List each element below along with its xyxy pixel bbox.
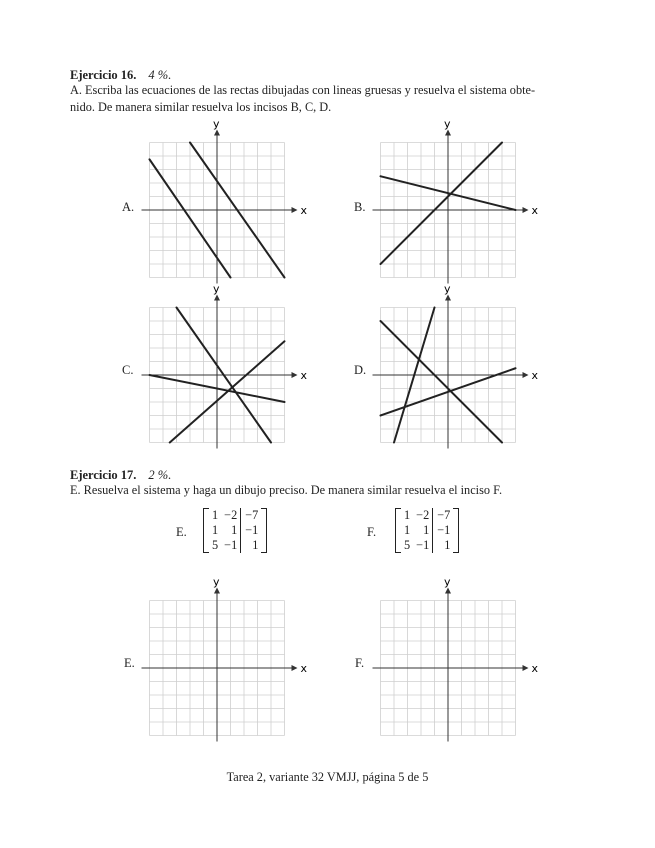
matrix-label-e: E.	[176, 525, 187, 539]
plotted-line	[381, 143, 503, 265]
panel-label-a: A.	[122, 200, 135, 214]
y-axis-label: y	[213, 117, 220, 131]
matrix-e-cell: −1	[224, 538, 238, 552]
matrix-f-cell: 1	[433, 538, 454, 553]
graph-b	[371, 117, 539, 285]
matrix-f-cell: 1	[404, 523, 411, 537]
augmented-matrix-f	[395, 508, 459, 553]
exercise-16-title: Ejercicio 16.	[70, 68, 137, 82]
x-axis-label: x	[300, 369, 308, 382]
exercise-16-weight: 4 %.	[148, 68, 172, 82]
matrix-f-cell: −7	[433, 508, 454, 523]
x-axis-arrow-icon	[523, 372, 529, 378]
x-axis-arrow-icon	[523, 207, 529, 213]
matrix-e-cell: 5	[212, 538, 219, 552]
panel-label-f: F.	[355, 656, 365, 670]
matrix-e-cell: 1	[212, 508, 219, 522]
matrix-e-cell: 1	[212, 523, 219, 537]
y-axis-label: y	[444, 117, 451, 131]
x-axis-arrow-icon	[292, 372, 298, 378]
panel-label-b: B.	[354, 200, 366, 214]
y-axis-label: y	[213, 282, 220, 296]
x-axis-arrow-icon	[292, 207, 298, 213]
y-axis-label: y	[213, 575, 220, 589]
matrix-e-cell: −7	[241, 508, 262, 523]
page-footer: Tarea 2, variante 32 VMJJ, página 5 de 5	[226, 770, 429, 784]
panel-label-e: E.	[124, 656, 135, 670]
matrix-f-cell: −1	[416, 538, 430, 552]
matrix-e-cell: 1	[231, 523, 238, 537]
augmented-matrix-e	[203, 508, 267, 553]
matrix-e-cell: 1	[241, 538, 262, 553]
x-axis-arrow-icon	[523, 665, 529, 671]
exercise-17-text: E. Resuelva el sistema y haga un dibujo preciso. De manera similar resuelva el inciso F.	[70, 483, 503, 497]
graph-a	[140, 117, 308, 285]
graph-e	[140, 575, 308, 743]
graph-d	[371, 282, 539, 450]
matrix-f-cell: −1	[433, 523, 454, 538]
x-axis-label: x	[300, 662, 308, 675]
y-axis-label: y	[444, 575, 451, 589]
exercise-17-title: Ejercicio 17.	[70, 468, 137, 482]
matrix-f-cell: 1	[423, 523, 430, 537]
graph-c	[140, 282, 308, 450]
x-axis-arrow-icon	[292, 665, 298, 671]
matrix-e-cell: −2	[224, 508, 238, 522]
exercise-16-text	[70, 82, 590, 116]
plotted-line	[170, 341, 285, 442]
matrix-f-cell: 5	[404, 538, 411, 552]
graph-f	[371, 575, 539, 743]
x-axis-label: x	[531, 204, 539, 217]
matrix-e-cell: −1	[241, 523, 262, 538]
matrix-f-cell: 1	[404, 508, 411, 522]
y-axis-label: y	[444, 282, 451, 296]
exercise-17-weight: 2 %.	[148, 468, 172, 482]
matrix-label-f: F.	[367, 525, 377, 539]
matrix-f-cell: −2	[416, 508, 430, 522]
x-axis-label: x	[531, 369, 539, 382]
exercise-16-line-2: nido. De manera similar resuelva los incisos B, C, D.	[70, 100, 332, 114]
x-axis-label: x	[300, 204, 308, 217]
x-axis-label: x	[531, 662, 539, 675]
panel-label-d: D.	[354, 363, 367, 377]
panel-label-c: C.	[122, 363, 134, 377]
exercise-16-line-1: A. Escriba las ecuaciones de las rectas dibujadas con lineas gruesas y resuelva el sistema obte-	[70, 83, 536, 97]
